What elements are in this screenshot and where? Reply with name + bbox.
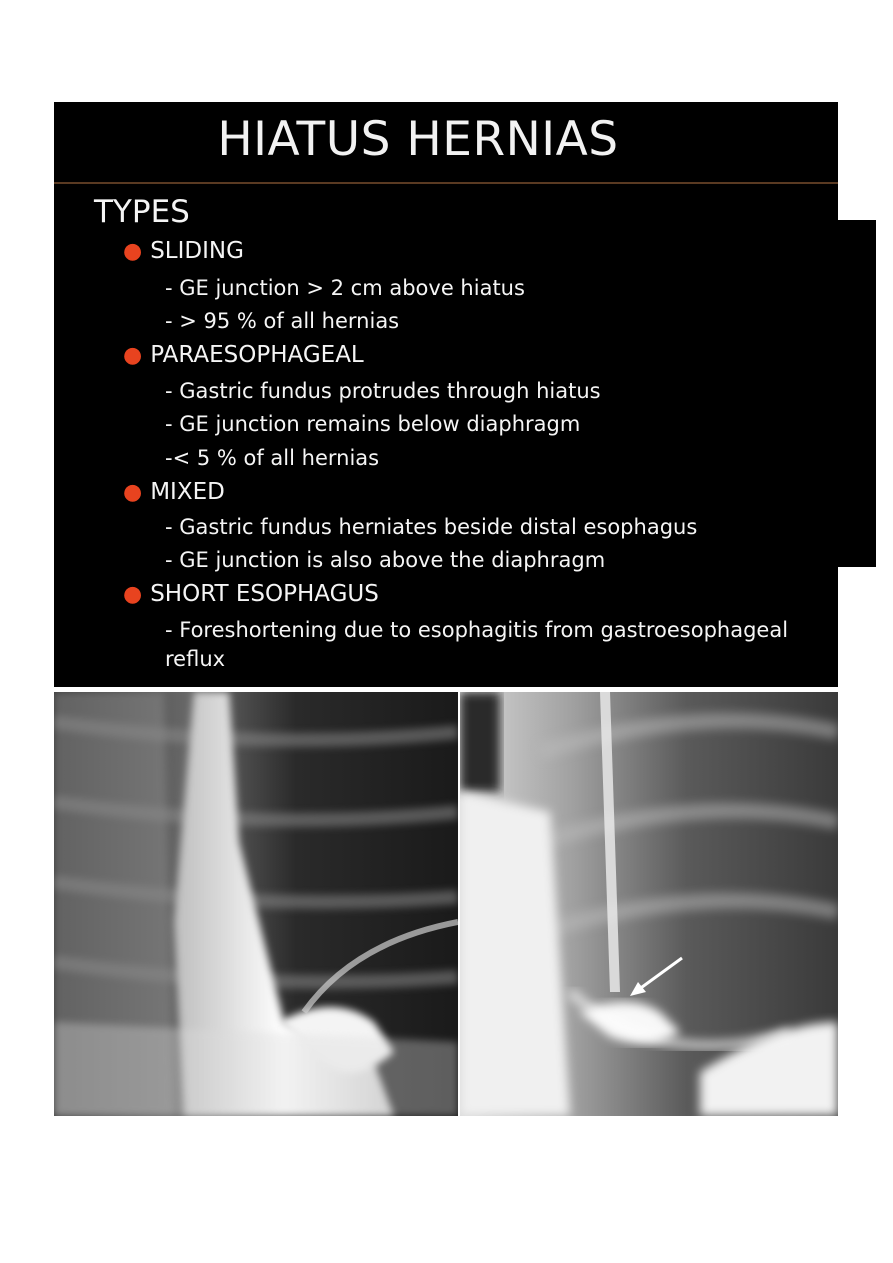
list-item: - > 95 % of all hernias xyxy=(165,309,400,333)
section-short-esophagus xyxy=(123,581,379,607)
bullet-dot-icon: ● xyxy=(123,480,143,505)
bullet-dot-icon: ● xyxy=(123,582,143,607)
types-heading: TYPES xyxy=(94,194,190,230)
bullet-dot-icon: ● xyxy=(123,239,143,264)
section-label: SHORT ESOPHAGUS xyxy=(150,581,379,607)
list-item: - GE junction is also above the diaphragm xyxy=(165,548,606,572)
section-paraesophageal xyxy=(123,342,364,368)
list-item-continuation: reflux xyxy=(165,647,226,671)
barium-swallow-xray-right xyxy=(460,692,838,1116)
list-item: - Gastric fundus herniates beside distal esophagus xyxy=(165,515,698,539)
slide-title: HIATUS HERNIAS xyxy=(217,112,619,167)
side-tab-decoration xyxy=(838,220,876,567)
list-item: - GE junction > 2 cm above hiatus xyxy=(165,276,525,300)
list-item: - Gastric fundus protrudes through hiatus xyxy=(165,379,601,403)
section-label: MIXED xyxy=(150,479,225,505)
title-bar xyxy=(54,102,838,184)
section-sliding xyxy=(123,238,244,264)
list-item: - GE junction remains below diaphragm xyxy=(165,412,581,436)
section-label: PARAESOPHAGEAL xyxy=(150,342,364,368)
section-label: SLIDING xyxy=(150,238,244,264)
bullet-dot-icon: ● xyxy=(123,343,143,368)
barium-swallow-xray-left xyxy=(54,692,458,1116)
slide xyxy=(54,102,838,687)
section-mixed xyxy=(123,479,225,505)
list-item: - Foreshortening due to esophagitis from gastroesophageal xyxy=(165,618,789,642)
list-item: -< 5 % of all hernias xyxy=(165,446,380,470)
